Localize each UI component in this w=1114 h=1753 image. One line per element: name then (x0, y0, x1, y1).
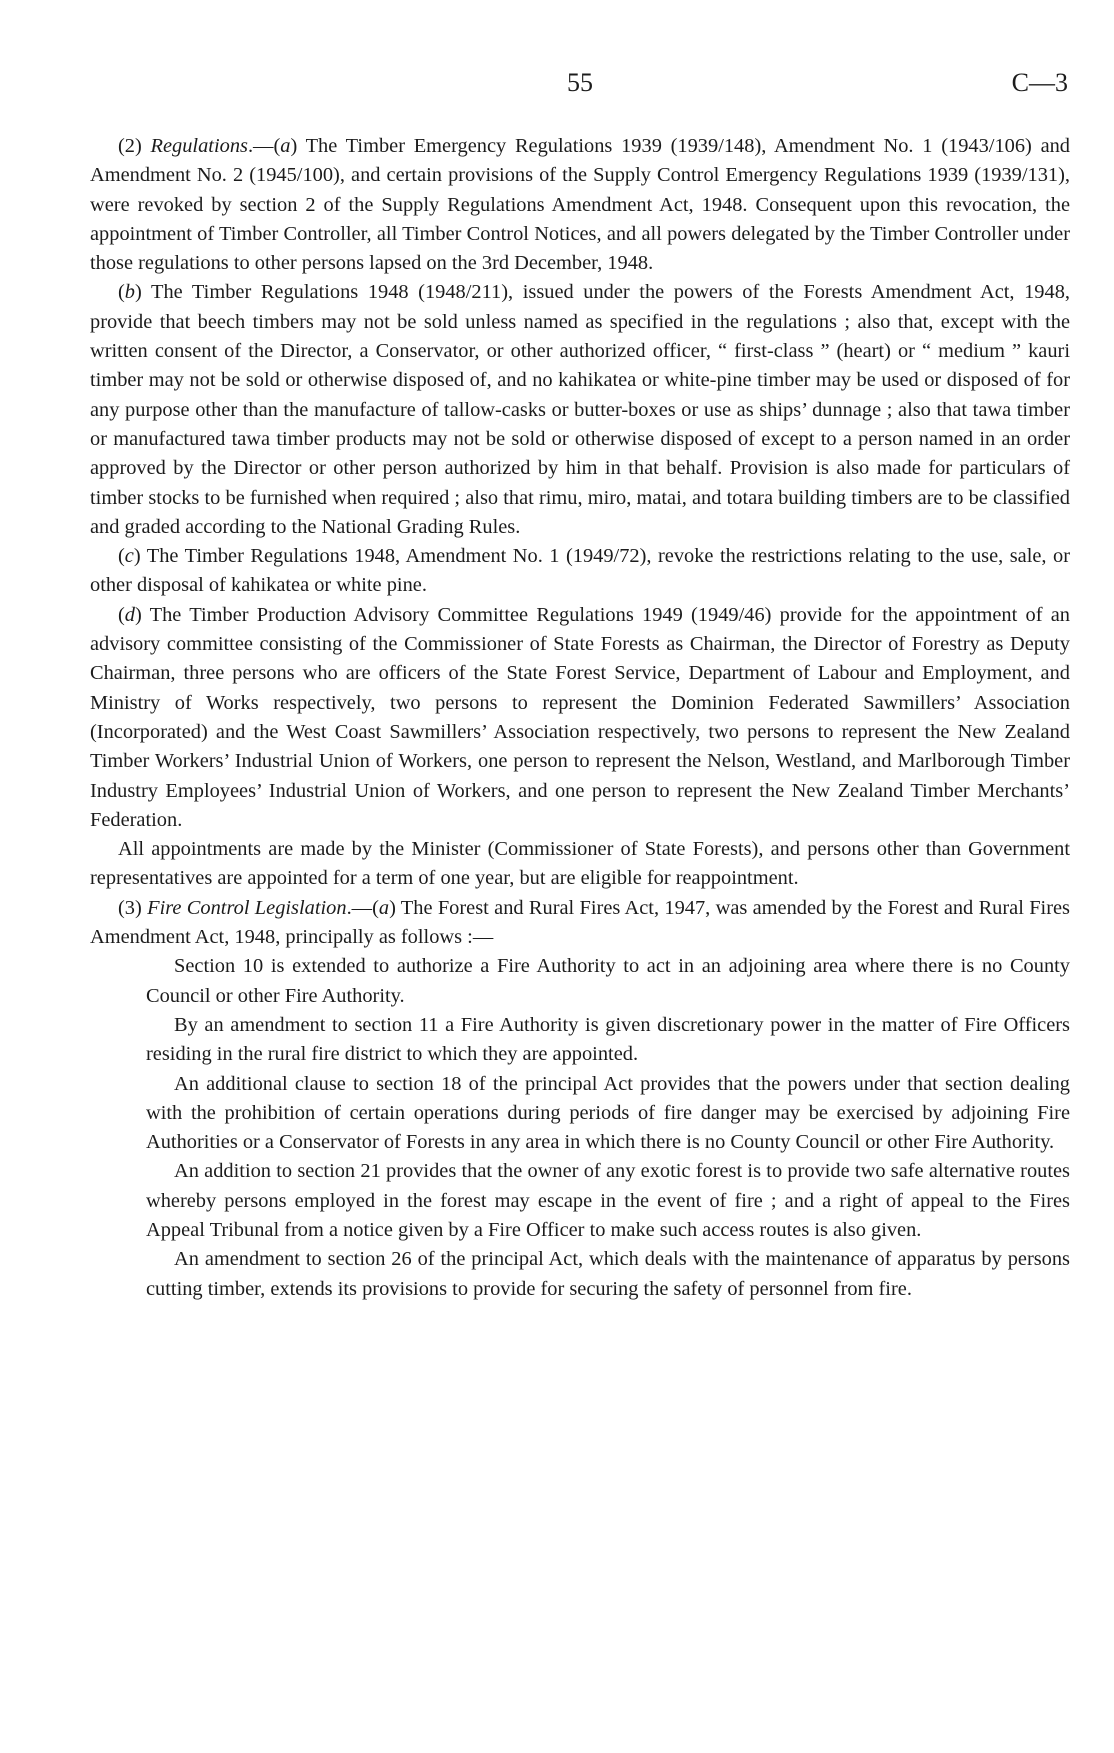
heading-regulations: Regulations (150, 135, 248, 157)
paragraph-fire-control-a: (3) Fire Control Legislation.—(a) The Forest and Rural Fires Act, 1947, was amended by the Forest and Rural Fires Amendment Act, 1948, principally as follows :— (90, 896, 1070, 949)
paragraph-regulations-c: (c) The Timber Regulations 1948, Amendment No. 1 (1949/72), revoke the restrictions relating to the use, sale, or other disposal of kahikatea or white pine. (90, 545, 1070, 597)
amendment-clause-section-26: An amendment to section 26 of the principal Act, which deals with the maintenance of apparatus by persons cutting timber, extends its provisions to provide for securing the safety of personnel from fire. (146, 1248, 1070, 1300)
amendment-clause-section-11: By an amendment to section 11 a Fire Authority is given discretionary power in the matter of Fire Officers residing in the rural fire district to which they are appointed. (146, 1013, 1070, 1066)
body-text (90, 132, 1070, 1304)
paragraph-regulations-b: (b) The Timber Regulations 1948 (1948/211), issued under the powers of the Forests Amendment Act, 1948, provide that beech timbers may not be sold unless named as specified in the regulations ; also that, except with the written consent of the Director, a Conservator, or other authorized officer, “ first-class ” (heart) or “ medium ” kauri timber may not be sold or otherwise disposed of, and no kahikatea or white-pine timber may be used or disposed of for any purpose other than the manufacture of tallow-casks or butter-boxes or use as ships’ dunnage ; also that tawa timber or manufactured tawa timber products may not be sold or otherwise disposed of except to a person named in an order approved by the Director or other person authorized by him in that behalf. Provision is also made for particulars of timber stocks to be furnished when required ; also that rimu, miro, matai, and totara building timbers are to be classified and graded according to the National Grading Rules. (90, 281, 1070, 538)
section-code: C—3 (1011, 68, 1068, 97)
page-number: 55 (567, 68, 593, 97)
paragraph-appointments: All appointments are made by the Minister (Commissioner of State Forests), and persons other than Government representatives are appointed for a term of one year, but are eligible for reappointment. (90, 838, 1070, 890)
amendment-clause-section-10: Section 10 is extended to authorize a Fire Authority to act in an adjoining area where there is no County Council or other Fire Authority. (146, 955, 1070, 1007)
heading-fire-control: Fire Control Legislation (147, 896, 347, 919)
paragraph-regulations-d: (d) The Timber Production Advisory Committee Regulations 1949 (1949/46) provide for the appointment of an advisory committee consisting of the Commissioner of State Forests as Chairman, the Director of Forestry as Deputy Chairman, three persons who are officers of the State Forest Service, Department of Labour and Employment, and Ministry of Works respectively, two persons to represent the Dominion Federated Sawmillers’ Association (Incorporated) and the West Coast Sawmillers’ Association respectively, two persons to represent the New Zealand Timber Workers’ Industrial Union of Workers, one person to represent the Nelson, Westland, and Marlborough Timber Industry Employees’ Industrial Union of Workers, and one person to represent the New Zealand Timber Merchants’ Federation. (90, 603, 1070, 831)
amendment-clause-section-18: An additional clause to section 18 of the principal Act provides that the powers under that section dealing with the prohibition of certain operations during periods of fire danger may be exercised by adjoining Fire Authorities or a Conservator of Forests in any area in which there is no County Council or other Fire Authority. (146, 1072, 1070, 1154)
amendment-clause-section-21: An addition to section 21 provides that the owner of any exotic forest is to provide two safe alternative routes whereby persons employed in the forest may escape in the event of fire ; and a right of appeal to the Fires Appeal Tribunal from a notice given by a Fire Officer to make such access routes is also given. (146, 1160, 1070, 1241)
paragraph-regulations-a: (2) Regulations.—(a) The Timber Emergency Regulations 1939 (1939/148), Amendment No. 1 (1943/106) and Amendment No. 2 (1945/100), and certain provisions of the Supply Control Emergency Regulations 1939 (1939/131), were revoked by section 2 of the Supply Regulations Amendment Act, 1948. Consequent upon this revocation, the appointment of Timber Controller, all Timber Control Notices, and all powers delegated by the Timber Controller under those regulations to other persons lapsed on the 3rd December, 1948. (90, 135, 1071, 275)
page-header (90, 68, 1070, 108)
